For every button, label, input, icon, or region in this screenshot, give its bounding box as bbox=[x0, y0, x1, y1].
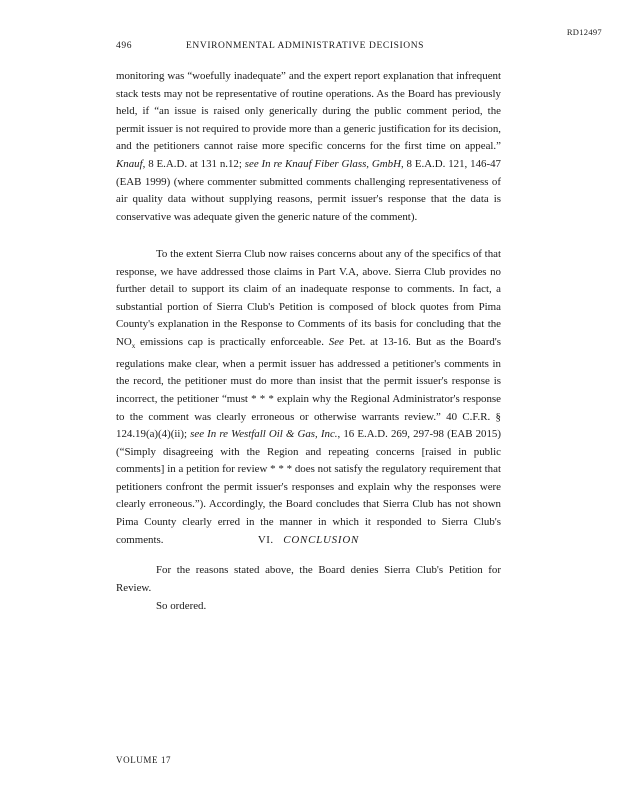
paragraph-conclusion: For the reasons stated above, the Board denies Sierra Club's Petition for Review. bbox=[116, 564, 501, 594]
paragraph-response-analysis bbox=[116, 246, 501, 549]
section-number: VI. bbox=[257, 534, 274, 546]
text-run: Pet. at 13-16. But as the Board's regulations make clear, when a permit issuer has addressed a petitioner's comments in the record, the petitioner must do more than insist that the permit issuer's response is incorrect, the petitioner “must * * * explain why the Regional Administrator's response to the comment was clearly erroneous or otherwise warrants review.” 40 C.F.R. § 124.19(a)(4)(ii); bbox=[116, 335, 501, 441]
text-run: emissions cap is practically enforceable. bbox=[135, 335, 329, 348]
running-header bbox=[116, 41, 516, 51]
volume-footer: VOLUME 17 bbox=[116, 755, 172, 765]
text-run: To the extent Sierra Club now raises concerns about any of the specifics of that response, we have addressed those claims in Part V.A, above. Sierra Club provides no further detail to support its claim of an inadequate response to comments. In fact, a substantial portion of Sierra Club's Petition is composed of block quotes from Pima County's explanation in the Response to Comments of its basis for concluding that the NO bbox=[116, 248, 501, 348]
text-run: monitoring was “woefully inadequate” and the expert report explanation that infrequent stack tests may not be representative of routine operations. As the Board has previously held, if “an issue is raised only generically during the public comment period, the permit issuer is not required to provide more than a generic justification for its decision, and the petitioners cannot raise more specific concerns for the first time on appeal.” bbox=[116, 70, 501, 153]
text-run: , 8 E.A.D. 121, 146-47 (EAB 1999) (where commenter submitted comments challenging representativeness of air quality data without supplying reasons, permit issuer's response that the data is conservative was adequate given the generic nature of the comment). bbox=[116, 157, 501, 223]
case-citation: Knauf bbox=[116, 157, 143, 170]
case-citation: see In re Westfall Oil & Gas, Inc. bbox=[190, 428, 338, 441]
document-id: RD12497 bbox=[566, 27, 602, 37]
paragraph-continuation bbox=[116, 68, 501, 226]
publication-title: ENVIRONMENTAL ADMINISTRATIVE DECISIONS bbox=[186, 41, 425, 51]
text-run: , 16 E.A.D. 269, 297-98 (EAB 2015) (“Simply disagreeing with the Region and repeating concerns [raised in public comments] in a petition for review * * * does not satisfy the regulatory requirement that petitioners confront the permit issuer's responses and explain why the responses were clearly erroneous.”). Accordingly, the Board concludes that Sierra Club has not shown Pima County clearly erred in the manner in which it responded to Sierra Club's comments. bbox=[116, 428, 501, 546]
case-citation: see In re Knauf Fiber Glass, GmbH bbox=[244, 157, 401, 170]
section-title: CONCLUSION bbox=[283, 534, 360, 546]
paragraph-so-ordered: So ordered. bbox=[156, 600, 207, 612]
page-number: 496 bbox=[116, 41, 133, 51]
subscript: x bbox=[131, 342, 136, 351]
signal-word: See bbox=[328, 335, 344, 348]
text-run: , 8 E.A.D. at 131 n.12; bbox=[142, 157, 245, 170]
section-heading bbox=[116, 534, 501, 546]
